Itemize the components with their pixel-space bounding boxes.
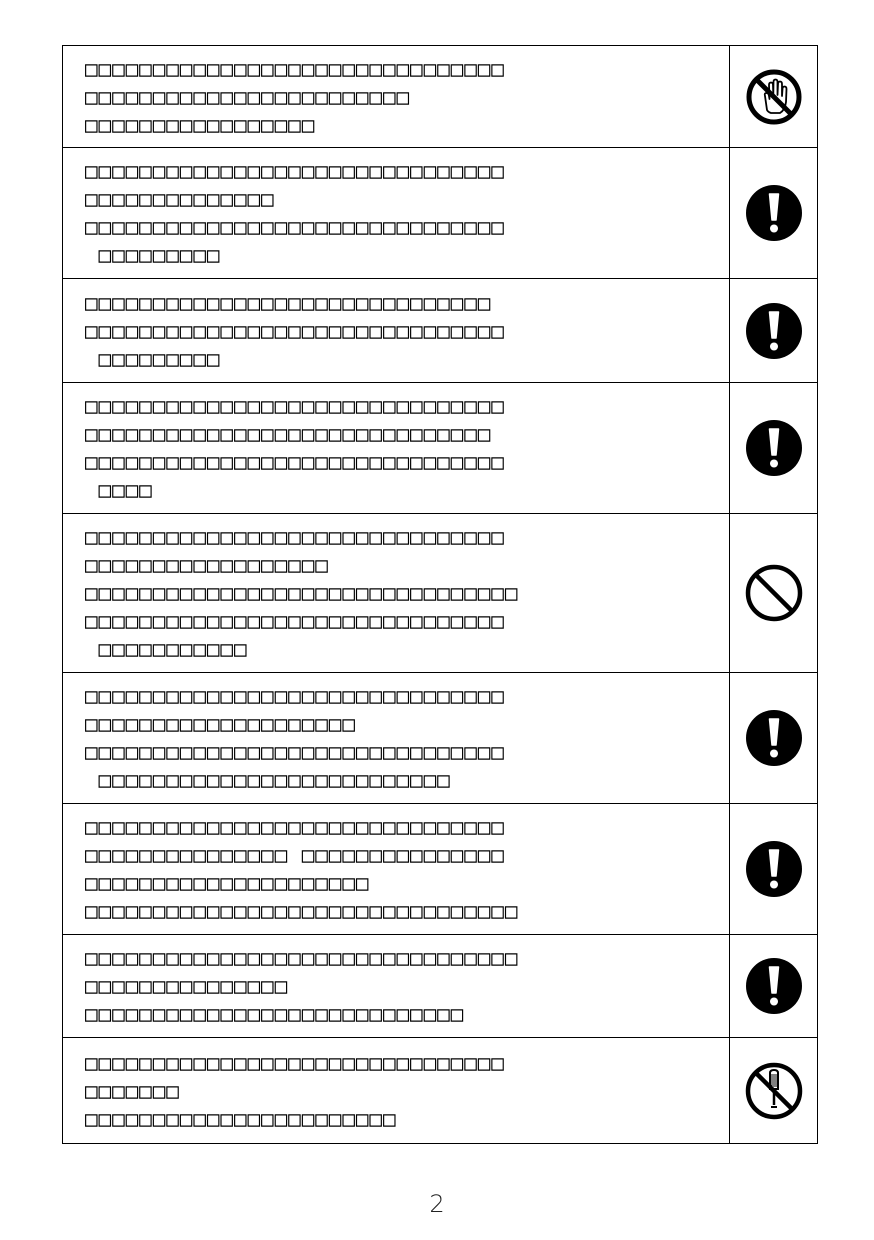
warning-line: □□□□□□□□□□□□□□□□□□□□□□□□□□□□□□□□ <box>85 946 519 970</box>
page-number: 2 <box>429 1190 445 1218</box>
warning-text <box>63 514 730 672</box>
warning-line: □□□□□□□□□□□□□□□□□□□□□□□□□□□□□□□ <box>85 394 505 418</box>
warning-row <box>63 935 817 1038</box>
exclamation-icon <box>730 935 817 1037</box>
warning-row <box>63 279 817 383</box>
warning-line: □□□□□□□□□□□□□□□□□□ <box>85 553 329 577</box>
warning-text <box>63 1038 730 1143</box>
exclamation-icon <box>730 279 817 382</box>
warning-text <box>63 279 730 382</box>
warning-row <box>63 514 817 673</box>
warning-line: □□□□□□□□□□□□□□□□□□□□□□□□□□□□□□□ <box>85 1050 505 1075</box>
warning-text <box>63 148 730 278</box>
warning-line: □□□□□□□□□□□□□□□□□□□□□□□□□□ <box>85 768 451 792</box>
warning-row <box>63 383 817 514</box>
warning-line: □□□□□□□□□□□□□□□□□□□□□□□ <box>85 1106 397 1131</box>
warning-line: □□□□□□□□□□□□□□□□□□□□□□□□□□□□□□□ <box>85 684 505 708</box>
warning-row <box>63 673 817 804</box>
warning-line: □□□□□□□□□□□□□□□□□□□□□□□□□□□□□□□ <box>85 56 505 81</box>
warning-line: □□□□□□□□□□□□□□□□□□□□□ <box>85 871 370 895</box>
safety-warnings-table <box>62 45 818 1144</box>
warning-line: □□□□□□□□□□□□□□□□□□□□□□□□□□□□□□□ <box>85 815 505 839</box>
warning-line: □□□□□□□□□□□□□□□□□□□□□□□□□□□□□□□ <box>85 318 505 343</box>
warning-line: □□□□□□□□□□□□□□□□□□□□□□□□ <box>85 84 411 109</box>
exclamation-icon <box>730 804 817 934</box>
warning-text <box>63 804 730 934</box>
warning-line: □□□□□□□□□□□□□□ <box>85 187 275 211</box>
warning-text <box>63 383 730 513</box>
warning-line: □□□□□□□ <box>85 1078 180 1103</box>
warning-line: □□□□□□□□□□□□□□□□□□□□□□□□□□□□□□□ <box>85 450 505 474</box>
warning-line: □□□□□□□□□□□□□□□□□□□□□□□□□□□□□□□ <box>85 215 505 239</box>
warning-row <box>63 1038 817 1143</box>
warning-line: □□□□□□□□□□□ <box>85 637 248 661</box>
warning-row <box>63 804 817 935</box>
warning-row <box>63 46 817 148</box>
warning-line: □□□□□□□□□□□□□□□□□□□□□□□□□□□□□□ <box>85 290 492 315</box>
exclamation-icon <box>730 673 817 803</box>
warning-line: □□□□□□□□□□□□□□□□□ <box>85 112 316 137</box>
warning-line: □□□□□□□□□□□□□□□□□□□□□□□□□□□□ <box>85 1002 465 1026</box>
warning-line: □□□□□□□□□□□□□□□□□□□□□□□□□□□□□□□□ <box>85 581 519 605</box>
warning-line: □□□□□□□□□□□□□□□ <box>85 974 289 998</box>
no-touch-icon <box>730 46 817 147</box>
warning-line: □□□□□□□□□□□□□□□□□□□□ <box>85 712 356 736</box>
exclamation-icon <box>730 383 817 513</box>
warning-line: □□□□□□□□□□□□□□□□□□□□□□□□□□□□□□□ <box>85 740 505 764</box>
warning-line: □□□□□□□□□ <box>85 346 221 371</box>
warning-text <box>63 935 730 1037</box>
prohibited-icon <box>730 514 817 672</box>
warning-line: □□□□□□□□□□□□□□□□□□□□□□□□□□□□□□□□ <box>85 899 519 923</box>
warning-line: □□□□ <box>85 478 153 502</box>
warning-line: □□□□□□□□□□□□□□□□□□□□□□□□□□□□□□□ <box>85 609 505 633</box>
warning-line: □□□□□□□□□□□□□□□□□□□□□□□□□□□□□□ <box>85 422 492 446</box>
exclamation-icon <box>730 148 817 278</box>
warning-text <box>63 673 730 803</box>
warning-line: □□□□□□□□□□□□□□□ □□□□□□□□□□□□□□□ <box>85 843 505 867</box>
warning-line: □□□□□□□□□□□□□□□□□□□□□□□□□□□□□□□ <box>85 159 505 183</box>
warning-text <box>63 46 730 147</box>
warning-line: □□□□□□□□□ <box>85 243 221 267</box>
warning-line: □□□□□□□□□□□□□□□□□□□□□□□□□□□□□□□ <box>85 525 505 549</box>
warning-row <box>63 148 817 279</box>
do-not-disassemble-icon <box>730 1038 817 1143</box>
